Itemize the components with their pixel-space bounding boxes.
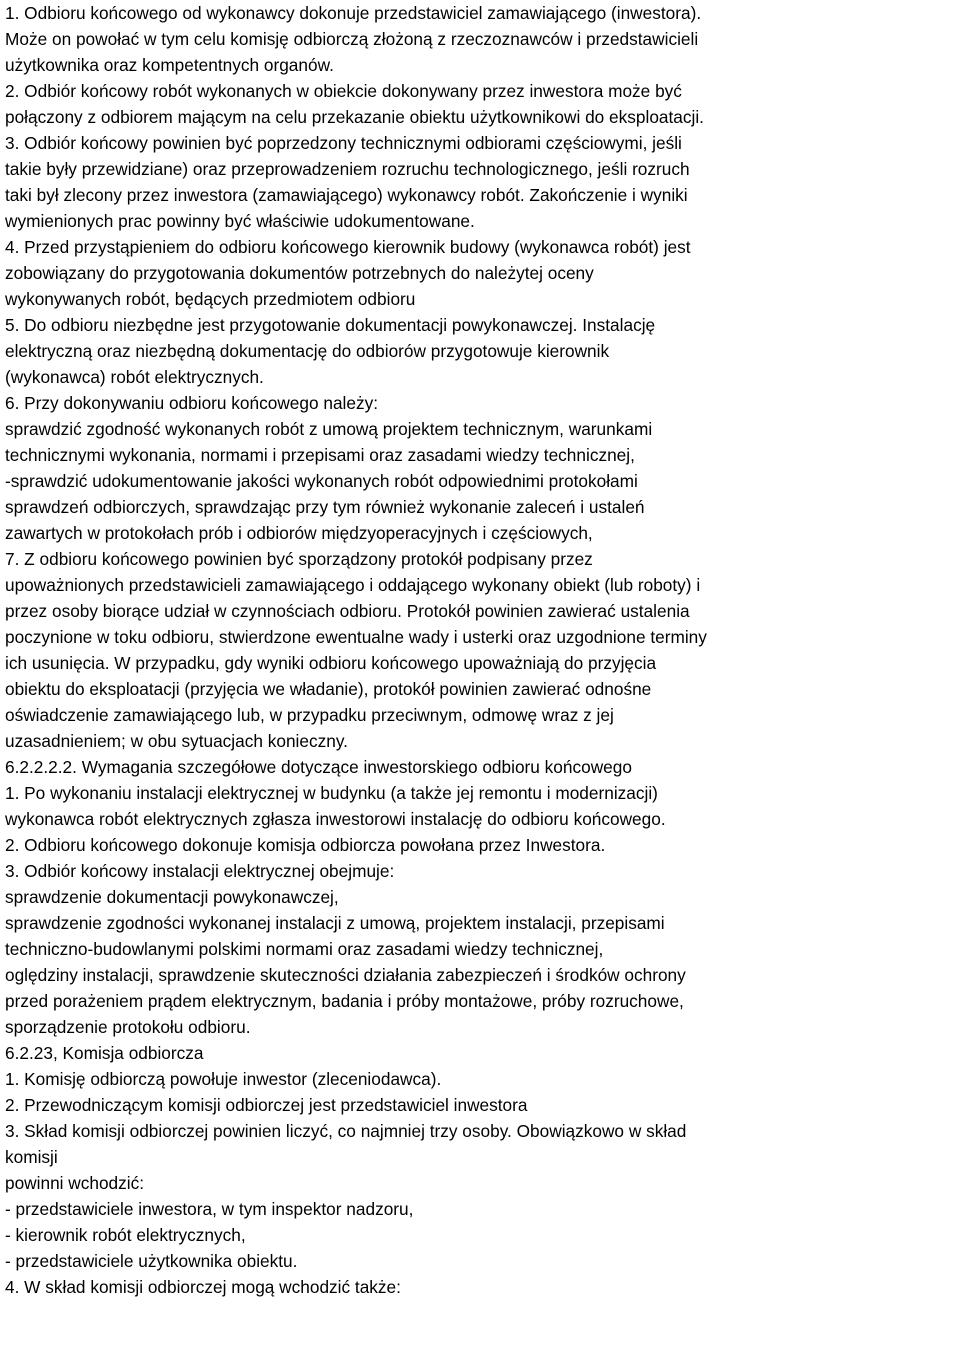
text-line: taki był zlecony przez inwestora (zamawiającego) wykonawcy robót. Zakończenie i wyniki <box>5 185 688 205</box>
text-line: Może on powołać w tym celu komisję odbiorczą złożoną z rzeczoznawców i przedstawicieli <box>5 29 699 49</box>
text-line: 6. Przy dokonywaniu odbioru końcowego należy: <box>5 393 379 413</box>
text-line: 6.2.23, Komisja odbiorcza <box>5 1043 204 1063</box>
text-line: 6.2.2.2.2. Wymagania szczegółowe dotyczące inwestorskiego odbioru końcowego <box>5 757 632 777</box>
text-line: ich usunięcia. W przypadku, gdy wyniki odbioru końcowego upoważniają do przyjęcia <box>5 653 657 673</box>
text-line: elektryczną oraz niezbędną dokumentację do odbiorów przygotowuje kierownik <box>5 341 610 361</box>
text-line: przed porażeniem prądem elektrycznym, badania i próby montażowe, próby rozruchowe, <box>5 991 684 1011</box>
text-line: sporządzenie protokołu odbioru. <box>5 1017 251 1037</box>
text-line: oględziny instalacji, sprawdzenie skuteczności działania zabezpieczeń i środków ochrony <box>5 965 686 985</box>
text-line: powinni wchodzić: <box>5 1173 145 1193</box>
text-line: 3. Odbiór końcowy instalacji elektrycznej obejmuje: <box>5 861 395 881</box>
text-line: połączony z odbiorem mającym na celu przekazanie obiektu użytkownikowi do eksploatacji. <box>5 107 704 127</box>
text-line: 4. W skład komisji odbiorczej mogą wchodzić także: <box>5 1277 401 1297</box>
text-line: upoważnionych przedstawicieli zamawiającego i oddającego wykonany obiekt (lub roboty) i <box>5 575 701 595</box>
text-line: - kierownik robót elektrycznych, <box>5 1225 246 1245</box>
text-line: (wykonawca) robót elektrycznych. <box>5 367 264 387</box>
text-line: -sprawdzić udokumentowanie jakości wykonanych robót odpowiednimi protokołami <box>5 471 638 491</box>
text-line: 3. Odbiór końcowy powinien być poprzedzony technicznymi odbiorami częściowymi, jeśli <box>5 133 682 153</box>
text-line: 2. Odbioru końcowego dokonuje komisja odbiorcza powołana przez Inwestora. <box>5 835 606 855</box>
text-line: obiektu do eksploatacji (przyjęcia we władanie), protokół powinien zawierać odnośne <box>5 679 652 699</box>
text-line: 1. Po wykonaniu instalacji elektrycznej w budynku (a także jej remontu i modernizacji) <box>5 783 658 803</box>
text-line: oświadczenie zamawiającego lub, w przypadku przeciwnym, odmowę wraz z jej <box>5 705 614 725</box>
text-line: wykonawca robót elektrycznych zgłasza inwestorowi instalację do odbioru końcowego. <box>5 809 666 829</box>
text-line: 1. Komisję odbiorczą powołuje inwestor (zleceniodawca). <box>5 1069 442 1089</box>
text-line: wykonywanych robót, będących przedmiotem odbioru <box>5 289 416 309</box>
text-line: sprawdzić zgodność wykonanych robót z umową projektem technicznym, warunkami <box>5 419 653 439</box>
text-line: 7. Z odbioru końcowego powinien być sporządzony protokół podpisany przez <box>5 549 593 569</box>
text-line: sprawdzenie zgodności wykonanej instalacji z umową, projektem instalacji, przepisami <box>5 913 665 933</box>
text-line: 3. Skład komisji odbiorczej powinien liczyć, co najmniej trzy osoby. Obowiązkowo w skład <box>5 1121 687 1141</box>
text-line: zobowiązany do przygotowania dokumentów potrzebnych do należytej oceny <box>5 263 594 283</box>
text-line: użytkownika oraz kompetentnych organów. <box>5 55 334 75</box>
text-line: technicznymi wykonania, normami i przepisami oraz zasadami wiedzy technicznej, <box>5 445 635 465</box>
text-line: uzasadnieniem; w obu sytuacjach konieczny. <box>5 731 348 751</box>
text-line: 2. Odbiór końcowy robót wykonanych w obiekcie dokonywany przez inwestora może być <box>5 81 682 101</box>
text-line: 5. Do odbioru niezbędne jest przygotowanie dokumentacji powykonawczej. Instalację <box>5 315 656 335</box>
text-line: przez osoby biorące udział w czynnościach odbioru. Protokół powinien zawierać ustalenia <box>5 601 690 621</box>
text-line: techniczno-budowlanymi polskimi normami oraz zasadami wiedzy technicznej, <box>5 939 604 959</box>
text-line: sprawdzenie dokumentacji powykonawczej, <box>5 887 339 907</box>
text-line: 1. Odbioru końcowego od wykonawcy dokonuje przedstawiciel zamawiającego (inwestora). <box>5 3 702 23</box>
text-line: takie były przewidziane) oraz przeprowadzeniem rozruchu technologicznego, jeśli rozruch <box>5 159 690 179</box>
text-line: poczynione w toku odbioru, stwierdzone ewentualne wady i usterki oraz uzgodnione terminy <box>5 627 707 647</box>
text-line: - przedstawiciele użytkownika obiektu. <box>5 1251 298 1271</box>
document-body <box>5 0 958 1300</box>
text-line: wymienionych prac powinny być właściwie udokumentowane. <box>5 211 475 231</box>
text-line: zawartych w protokołach prób i odbiorów międzyoperacyjnych i częściowych, <box>5 523 593 543</box>
text-line: 4. Przed przystąpieniem do odbioru końcowego kierownik budowy (wykonawca robót) jest <box>5 237 691 257</box>
text-line: sprawdzeń odbiorczych, sprawdzając przy tym również wykonanie zaleceń i ustaleń <box>5 497 645 517</box>
text-line: - przedstawiciele inwestora, w tym inspektor nadzoru, <box>5 1199 414 1219</box>
text-line: 2. Przewodniczącym komisji odbiorczej jest przedstawiciel inwestora <box>5 1095 528 1115</box>
text-line: komisji <box>5 1147 58 1167</box>
